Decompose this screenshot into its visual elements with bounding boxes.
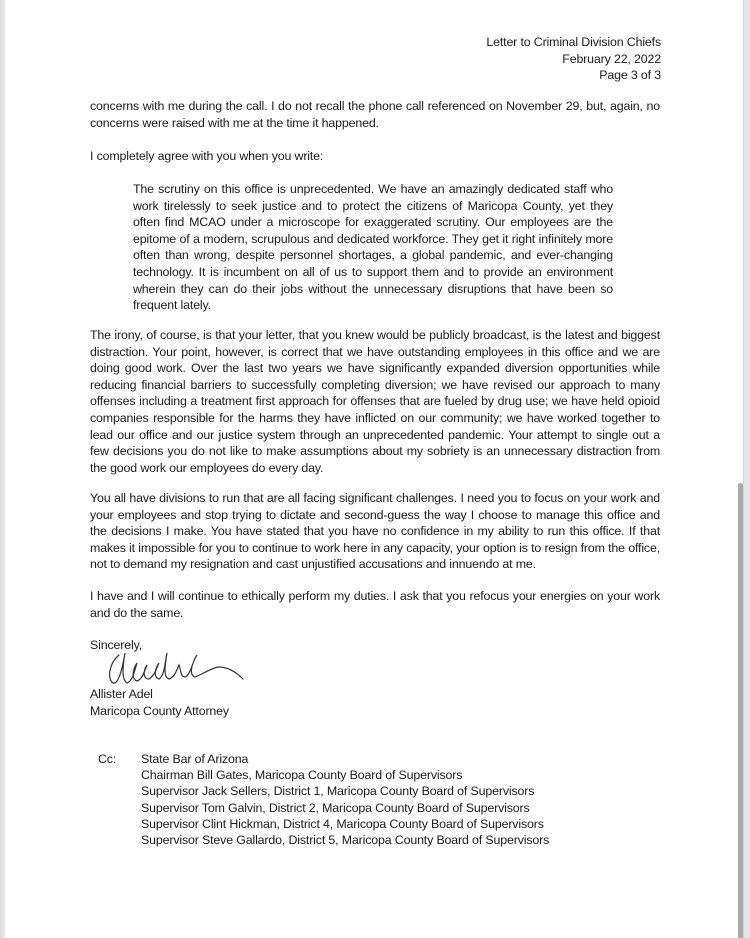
cc-label: Cc: <box>98 752 117 766</box>
cc-recipient: Supervisor Jack Sellers, District 1, Maricopa County Board of Supervisors <box>141 784 535 799</box>
header-title: Letter to Criminal Division Chiefs <box>486 35 661 49</box>
cc-recipient: Chairman Bill Gates, Maricopa County Board of Supervisors <box>141 768 463 783</box>
paragraph-divisions: You all have divisions to run that are all facing significant challenges. I need you to focus on your work and your employees and stop trying to dictate and second-guess the way I choose to manage this office and the decisions I make. You have stated that you have no confidence in my ability to run this office. If that makes it impossible for you to continue to work here in any capacity, your option is to resign from the office, not to demand my resignation and cast unjustified accusations and innuendo at me. <box>90 491 660 572</box>
viewer-right-edge <box>743 0 750 938</box>
signature-icon <box>105 645 245 687</box>
header-date: February 22, 2022 <box>562 51 661 66</box>
cc-recipient: Supervisor Clint Hickman, District 4, Maricopa County Board of Supervisors <box>141 816 544 831</box>
paragraph-duties: I have and I will continue to ethically perform my duties. I ask that you refocus your energies on your work and do the same. <box>90 589 660 620</box>
letter-page <box>5 0 743 938</box>
paragraph-irony: The irony, of course, is that your letter, that you knew would be publicly broadcast, is the latest and biggest distraction. Your point, however, is correct that we have outstanding employees in this office and we are doing good work. Over the last two years we have significantly expanded diversion opportunities while reducing financial barriers to successfully completing diversion; we have revised our approach to many offenses including a treatment first approach for offenses that are fueled by drug use; we have held opioid companies responsible for the harms they have inflicted on our community; we have worked together to lead our office and our justice system through an unprecedented pandemic. Your attempt to single out a few decisions you do not like to make assumptions about my sobriety is an unnecessary distraction from the good work our employees do every day. <box>90 328 660 475</box>
cc-recipient: Supervisor Tom Galvin, District 2, Maricopa County Board of Supervisors <box>141 800 530 815</box>
paragraph-concerns: concerns with me during the call. I do not recall the phone call referenced on November 29, but, again, no concerns were raised with me at the time it happened. <box>90 99 660 130</box>
cc-recipient: State Bar of Arizona <box>141 752 249 766</box>
page-header <box>486 34 661 84</box>
paragraph-agree: I completely agree with you when you write: <box>90 149 324 163</box>
signer-title: Maricopa County Attorney <box>90 703 229 718</box>
closing-salutation: Sincerely, <box>90 638 142 652</box>
header-page-number: Page 3 of 3 <box>599 68 661 82</box>
signer-block <box>90 686 229 719</box>
block-quote: The scrutiny on this office is unprecedented. We have an amazingly dedicated staff who work tirelessly to seek justice and to protect the citizens of Maricopa County, yet they often find MCAO under a microscope for exaggerated scrutiny. Our employees are the epitome of a modern, scrupulous and dedicated workforce. They get it right infinitely more often than wrong, despite personnel shortages, a global pandemic, and ever-changing technology. It is incumbent on all of us to support them and to provide an environment wherein they can do their jobs without the unnecessary disruptions that have been so frequent lately. <box>133 182 613 313</box>
cc-recipient-list <box>141 751 549 848</box>
cc-recipient: Supervisor Steve Gallardo, District 5, Maricopa County Board of Supervisors <box>141 833 550 848</box>
signer-name: Allister Adel <box>90 687 153 701</box>
vertical-scrollbar-thumb[interactable] <box>738 483 743 938</box>
